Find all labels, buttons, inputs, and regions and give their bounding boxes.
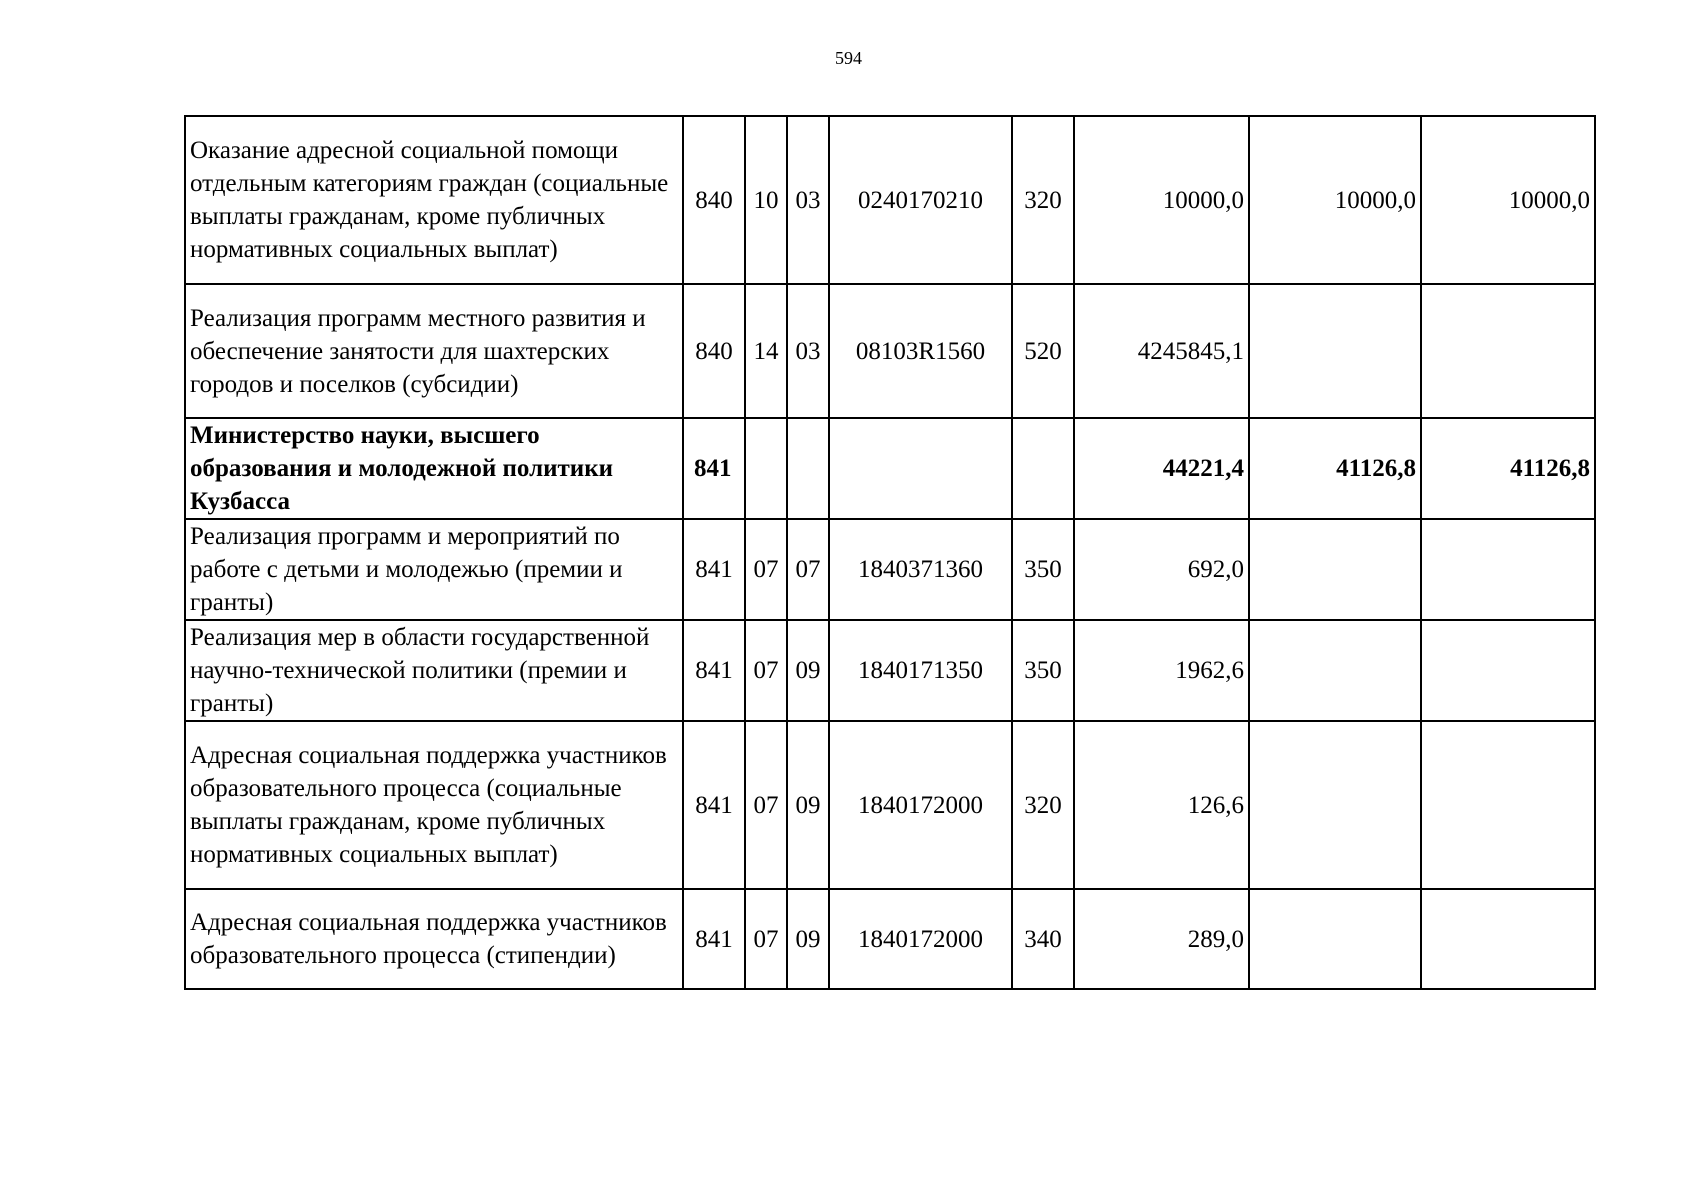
expense-type-code: 320	[1012, 116, 1074, 284]
subsection-code: 09	[787, 889, 829, 989]
sum-year-1: 44221,4	[1074, 418, 1249, 519]
sum-year-2	[1249, 519, 1421, 620]
sum-year-3	[1421, 889, 1595, 989]
sum-year-1: 1962,6	[1074, 620, 1249, 721]
section-code: 07	[745, 519, 787, 620]
subsection-code	[787, 418, 829, 519]
table-row	[185, 519, 1595, 620]
sum-year-1: 10000,0	[1074, 116, 1249, 284]
target-article-code: 1840371360	[829, 519, 1012, 620]
ministry-code: 841	[683, 889, 745, 989]
section-code	[745, 418, 787, 519]
table-row	[185, 620, 1595, 721]
target-article-code: 1840171350	[829, 620, 1012, 721]
sum-year-3: 41126,8	[1421, 418, 1595, 519]
subsection-code: 09	[787, 721, 829, 889]
expense-type-code	[1012, 418, 1074, 519]
sum-year-2: 41126,8	[1249, 418, 1421, 519]
expense-type-code: 340	[1012, 889, 1074, 989]
target-article-code: 1840172000	[829, 721, 1012, 889]
ministry-code: 840	[683, 284, 745, 418]
section-code: 07	[745, 889, 787, 989]
expense-type-code: 350	[1012, 620, 1074, 721]
section-code: 07	[745, 620, 787, 721]
row-description: Адресная социальная поддержка участников образовательного процесса (социальные выплаты гражданам, кроме публичных нормативных социальных выплат)	[185, 721, 683, 889]
sum-year-2	[1249, 620, 1421, 721]
section-code: 14	[745, 284, 787, 418]
sum-year-3	[1421, 721, 1595, 889]
ministry-code: 841	[683, 620, 745, 721]
ministry-code: 841	[683, 721, 745, 889]
page-number: 594	[835, 48, 862, 68]
target-article-code: 1840172000	[829, 889, 1012, 989]
row-description: Реализация программ местного развития и обеспечение занятости для шахтерских городов и поселков (субсидии)	[185, 284, 683, 418]
sum-year-1: 126,6	[1074, 721, 1249, 889]
table-body	[185, 116, 1595, 989]
table-row	[185, 284, 1595, 418]
table-row	[185, 889, 1595, 989]
budget-table	[184, 115, 1596, 990]
sum-year-1: 692,0	[1074, 519, 1249, 620]
sum-year-3: 10000,0	[1421, 116, 1595, 284]
subsection-code: 03	[787, 284, 829, 418]
row-description: Оказание адресной социальной помощи отдельным категориям граждан (социальные выплаты гражданам, кроме публичных нормативных социальных выплат)	[185, 116, 683, 284]
row-description: Реализация мер в области государственной научно-технической политики (премии и гранты)	[185, 620, 683, 721]
sum-year-2: 10000,0	[1249, 116, 1421, 284]
table-row	[185, 116, 1595, 284]
section-code: 10	[745, 116, 787, 284]
expense-type-code: 320	[1012, 721, 1074, 889]
table-row	[185, 721, 1595, 889]
ministry-code: 840	[683, 116, 745, 284]
target-article-code	[829, 418, 1012, 519]
target-article-code: 0240170210	[829, 116, 1012, 284]
expense-type-code: 350	[1012, 519, 1074, 620]
sum-year-2	[1249, 889, 1421, 989]
sum-year-3	[1421, 284, 1595, 418]
row-description: Реализация программ и мероприятий по работе с детьми и молодежью (премии и гранты)	[185, 519, 683, 620]
subsection-code: 07	[787, 519, 829, 620]
ministry-code: 841	[683, 418, 745, 519]
row-description: Министерство науки, высшего образования и молодежной политики Кузбасса	[185, 418, 683, 519]
subsection-code: 03	[787, 116, 829, 284]
sum-year-1: 4245845,1	[1074, 284, 1249, 418]
subsection-code: 09	[787, 620, 829, 721]
table-row-ministry-total	[185, 418, 1595, 519]
sum-year-3	[1421, 620, 1595, 721]
ministry-code: 841	[683, 519, 745, 620]
target-article-code: 08103R1560	[829, 284, 1012, 418]
expense-type-code: 520	[1012, 284, 1074, 418]
row-description: Адресная социальная поддержка участников образовательного процесса (стипендии)	[185, 889, 683, 989]
sum-year-1: 289,0	[1074, 889, 1249, 989]
sum-year-3	[1421, 519, 1595, 620]
sum-year-2	[1249, 284, 1421, 418]
section-code: 07	[745, 721, 787, 889]
sum-year-2	[1249, 721, 1421, 889]
